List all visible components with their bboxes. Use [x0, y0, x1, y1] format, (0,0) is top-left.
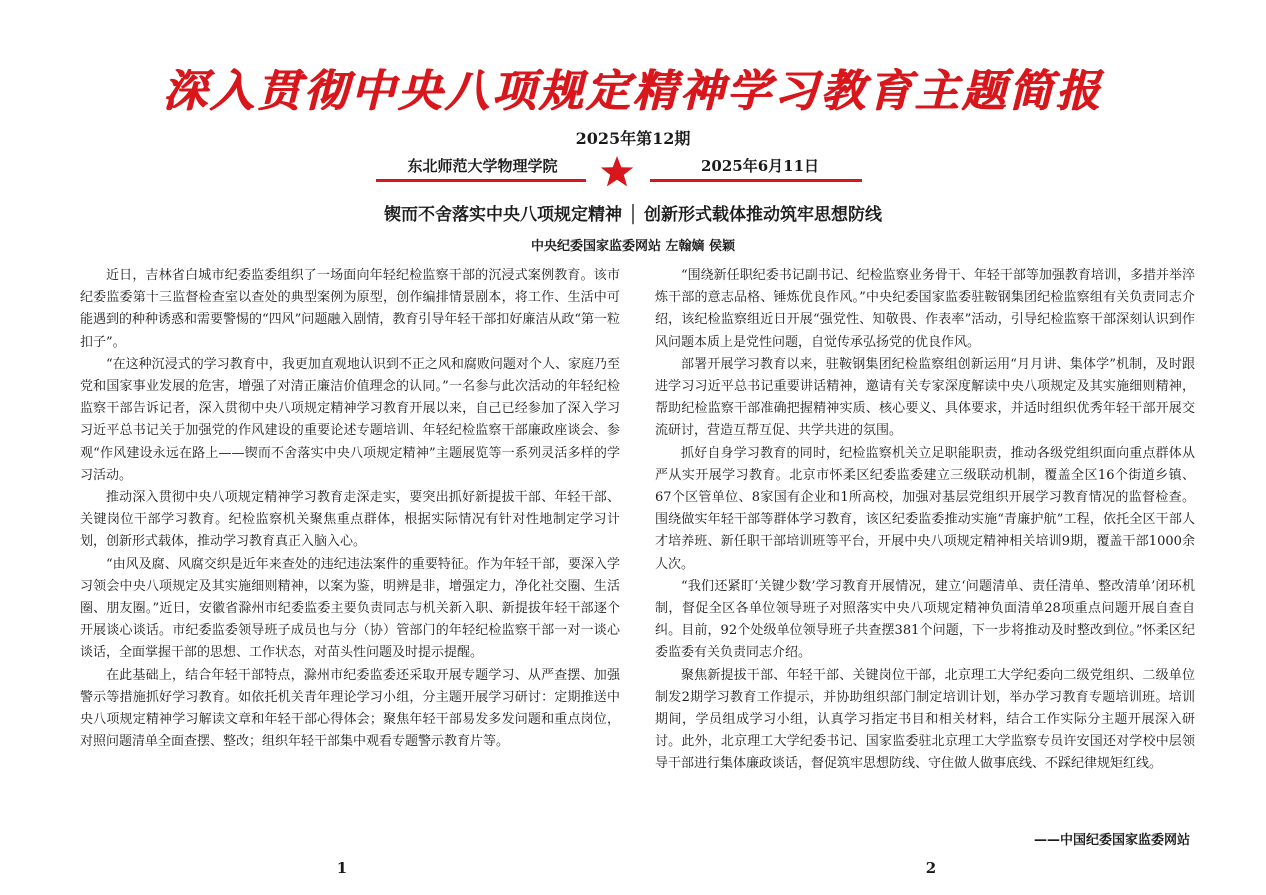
article-source: ——中国纪委国家监委网站	[1033, 833, 1190, 848]
paragraph: 近日，吉林省白城市纪委监委组织了一场面向年轻纪检监察干部的沉浸式案例教育。该市纪委监委第十三监督检查室以查处的典型案例为原型，创作编排情景剧本，将工作、生活中可能遇到的种种诱惑和需要警惕的“四风”问题融入剧情，教育引导年轻干部扣好廉洁从政“第一粒扣子”。	[80, 268, 620, 350]
paragraph: 推动深入贯彻中央八项规定精神学习教育走深走实，要突出抓好新提拔干部、年轻干部、关键岗位干部学习教育。纪检监察机关聚焦重点群体，根据实际情况有针对性地制定学习计划，创新形式载体，推动学习教育真正入脑入心。	[80, 490, 620, 550]
paragraph: “在这种沉浸式的学习教育中，我更加直观地认识到不正之风和腐败问题对个人、家庭乃至党和国家事业发展的危害，增强了对清正廉洁价值理念的认同。”一名参与此次活动的年轻纪检监察干部告诉记者，深入贯彻中央八项规定精神学习教育开展以来，自己已经参加了深入学习习近平总书记关于加强党的作风建设的重要论述专题培训、年轻纪检监察干部廉政座谈会、参观“作风建设永远在路上——锲而不舍落实中央八项规定精神”主题展览等一系列灵活多样的学习活动。	[80, 356, 620, 483]
department-name: 东北师范大学物理学院	[407, 157, 558, 175]
article-byline: 中央纪委国家监委网站 左翰嫡 侯颖	[530, 239, 736, 254]
paragraph: 部署开展学习教育以来，驻鞍钢集团纪检监察组创新运用“月月讲、集体学”机制，及时跟进学习习近平总书记重要讲话精神，邀请有关专家深度解读中央八项规定及其实施细则精神，帮助纪检监察干部准确把握精神实质、核心要义、具体要求，并适时组织优秀年轻干部开展交流研讨，营造互帮互促、共学共进的氛围。	[655, 356, 1195, 439]
paragraph: “由风及腐、风腐交织是近年来查处的违纪违法案件的重要特征。作为年轻干部，要深入学习领会中央八项规定及其实施细则精神，以案为鉴，明辨是非，增强定力，净化社交圈、生活圈、朋友圈。”近日，安徽省滁州市纪委监委主要负责同志与机关新入职、新提拔年轻干部逐个开展谈心谈话。市纪委监委领导班子成员也与分（协）管部门的年轻纪检监察干部一对一谈心谈话，全面掌握干部的思想、工作状态，对苗头性问题及时提示提醒。	[80, 556, 620, 661]
paragraph: “围绕新任职纪委书记副书记、纪检监察业务骨干、年轻干部等加强教育培训，多措并举淬炼干部的意志品格、锤炼优良作风。”中央纪委国家监委驻鞍钢集团纪检监察组有关负责同志介绍，该纪检监察组近日开展“强党性、知敬畏、作表率”活动，引导纪检监察干部深刻认识到作风问题本质上是党性问题，自觉传承弘扬党的优良作风。	[655, 268, 1195, 350]
paragraph: “我们还紧盯‘关键少数’学习教育开展情况，建立‘问题清单、责任清单、整改清单’闭环机制，督促全区各单位领导班子对照落实中央八项规定精神负面清单28项重点问题开展自查自纠。目前，92个处级单位领导班子共查摆381个问题，下一步将推动及时整改到位。”怀柔区纪委监委有关负责同志介绍。	[655, 578, 1195, 661]
right-column	[655, 265, 1195, 776]
article-headline: 锲而不舍落实中央八项规定精神 │ 创新形式载体推动筑牢思想防线	[383, 205, 883, 225]
left-column	[80, 265, 620, 753]
red-divider-left	[376, 179, 586, 182]
issue-number: 2025年第12期	[575, 129, 691, 148]
red-divider-right	[650, 179, 862, 182]
paragraph: 抓好自身学习教育的同时，纪检监察机关立足职能职责，推动各级党组织面向重点群体从严从实开展学习教育。北京市怀柔区纪委监委建立三级联动机制，覆盖全区16个街道乡镇、67个区管单位、8家国有企业和1所高校，加强对基层党组织开展学习教育情况的监督检查。围绕做实年轻干部等群体学习教育，该区纪委监委推动实施“青廉护航”工程，依托全区干部人才培养班、新任职干部培训班等平台，开展中央八项规定精神相关培训9期，覆盖干部1000余人次。	[655, 445, 1195, 572]
masthead-title: 深入贯彻中央八项规定精神学习教育主题简报	[163, 66, 1103, 117]
issue-date: 2025年6月11日	[700, 157, 820, 175]
page-number-left: 1	[336, 859, 348, 877]
red-star-icon	[599, 154, 635, 190]
paragraph: 在此基础上，结合年轻干部特点，滁州市纪委监委还采取开展专题学习、从严查摆、加强警示等措施抓好学习教育。如依托机关青年理论学习小组，分主题开展学习研讨：定期推送中央八项规定精神学习解读文章和年轻干部心得体会；聚焦年轻干部易发多发问题和重点岗位，对照问题清单全面查摆、整改；组织年轻干部集中观看专题警示教育片等。	[80, 667, 620, 750]
page-number-right: 2	[925, 859, 937, 877]
paragraph: 聚焦新提拔干部、年轻干部、关键岗位干部，北京理工大学纪委向二级党组织、二级单位制发2期学习教育工作提示，并协助组织部门制定培训计划，举办学习教育专题培训班。培训期间，学员组成学习小组，认真学习指定书目和相关材料，结合工作实际分主题开展深入研讨。此外，北京理工大学纪委书记、国家监委驻北京理工大学监察专员许安国还对学校中层领导干部进行集体廉政谈话，督促筑牢思想防线、守住做人做事底线、不踩纪律规矩红线。	[655, 667, 1195, 772]
